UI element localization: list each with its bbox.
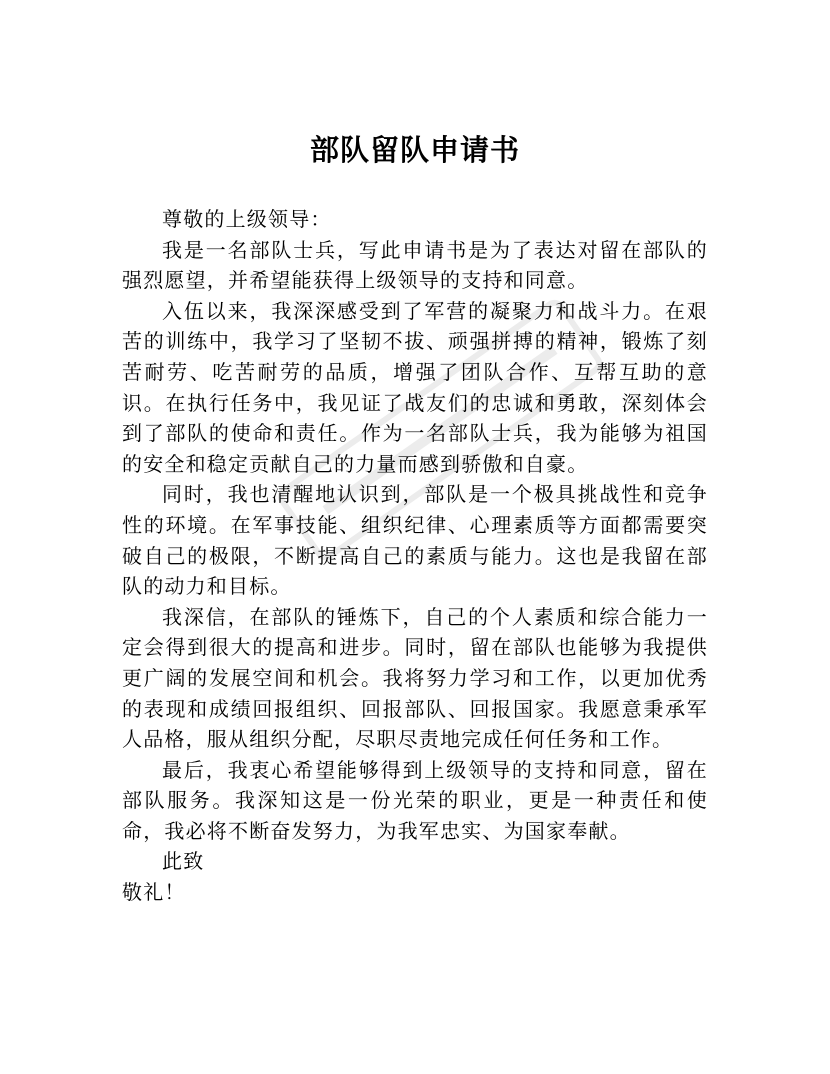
- regards: 敬礼！: [122, 880, 186, 905]
- salutation: 尊敬的上级领导：: [162, 207, 332, 231]
- closing: 此致: [162, 849, 205, 874]
- paragraph-belief: 我深信，在部队的锤炼下，自己的个人素质和综合能力一定会得到很大的提高和进步。同时，留在部队也能够为我提供更广阔的发展空间和机会。我将努力学习和工作，以更加优秀的表现和成绩回报组织、回报部队、回报国家。我愿意秉承军人品格，服从组织分配，尽职尽责地完成任何任务和工作。: [122, 604, 708, 752]
- paragraph-experience: 入伍以来，我深深感受到了军营的凝聚力和战斗力。在艰苦的训练中，我学习了坚韧不拔、顽强拼搏的精神，锻炼了刻苦耐劳、吃苦耐劳的品质，增强了团队合作、互帮互助的意识。在执行任务中，我见证了战友们的忠诚和勇敢，深刻体会到了部队的使命和责任。作为一名部队士兵，我为能够为祖国的安全和稳定贡献自己的力量而感到骄傲和自豪。: [122, 298, 708, 476]
- page-title: 部队留队申请书: [309, 133, 520, 167]
- paragraph-conclusion: 最后，我衷心希望能够得到上级领导的支持和同意，留在部队服务。我深知这是一份光荣的职业，更是一种责任和使命，我必将不断奋发努力，为我军忠实、为国家奉献。: [122, 757, 708, 843]
- letter-body: [122, 204, 708, 908]
- paragraph-challenge: 同时，我也清醒地认识到，部队是一个极具挑战性和竞争性的环境。在军事技能、组织纪律、心理素质等方面都需要突破自己的极限，不断提高自己的素质与能力。这也是我留在部队的动力和目标。: [122, 482, 708, 599]
- paragraph-intro: 我是一名部队士兵，写此申请书是为了表达对留在部队的强烈愿望，并希望能获得上级领导的支持和同意。: [122, 237, 708, 293]
